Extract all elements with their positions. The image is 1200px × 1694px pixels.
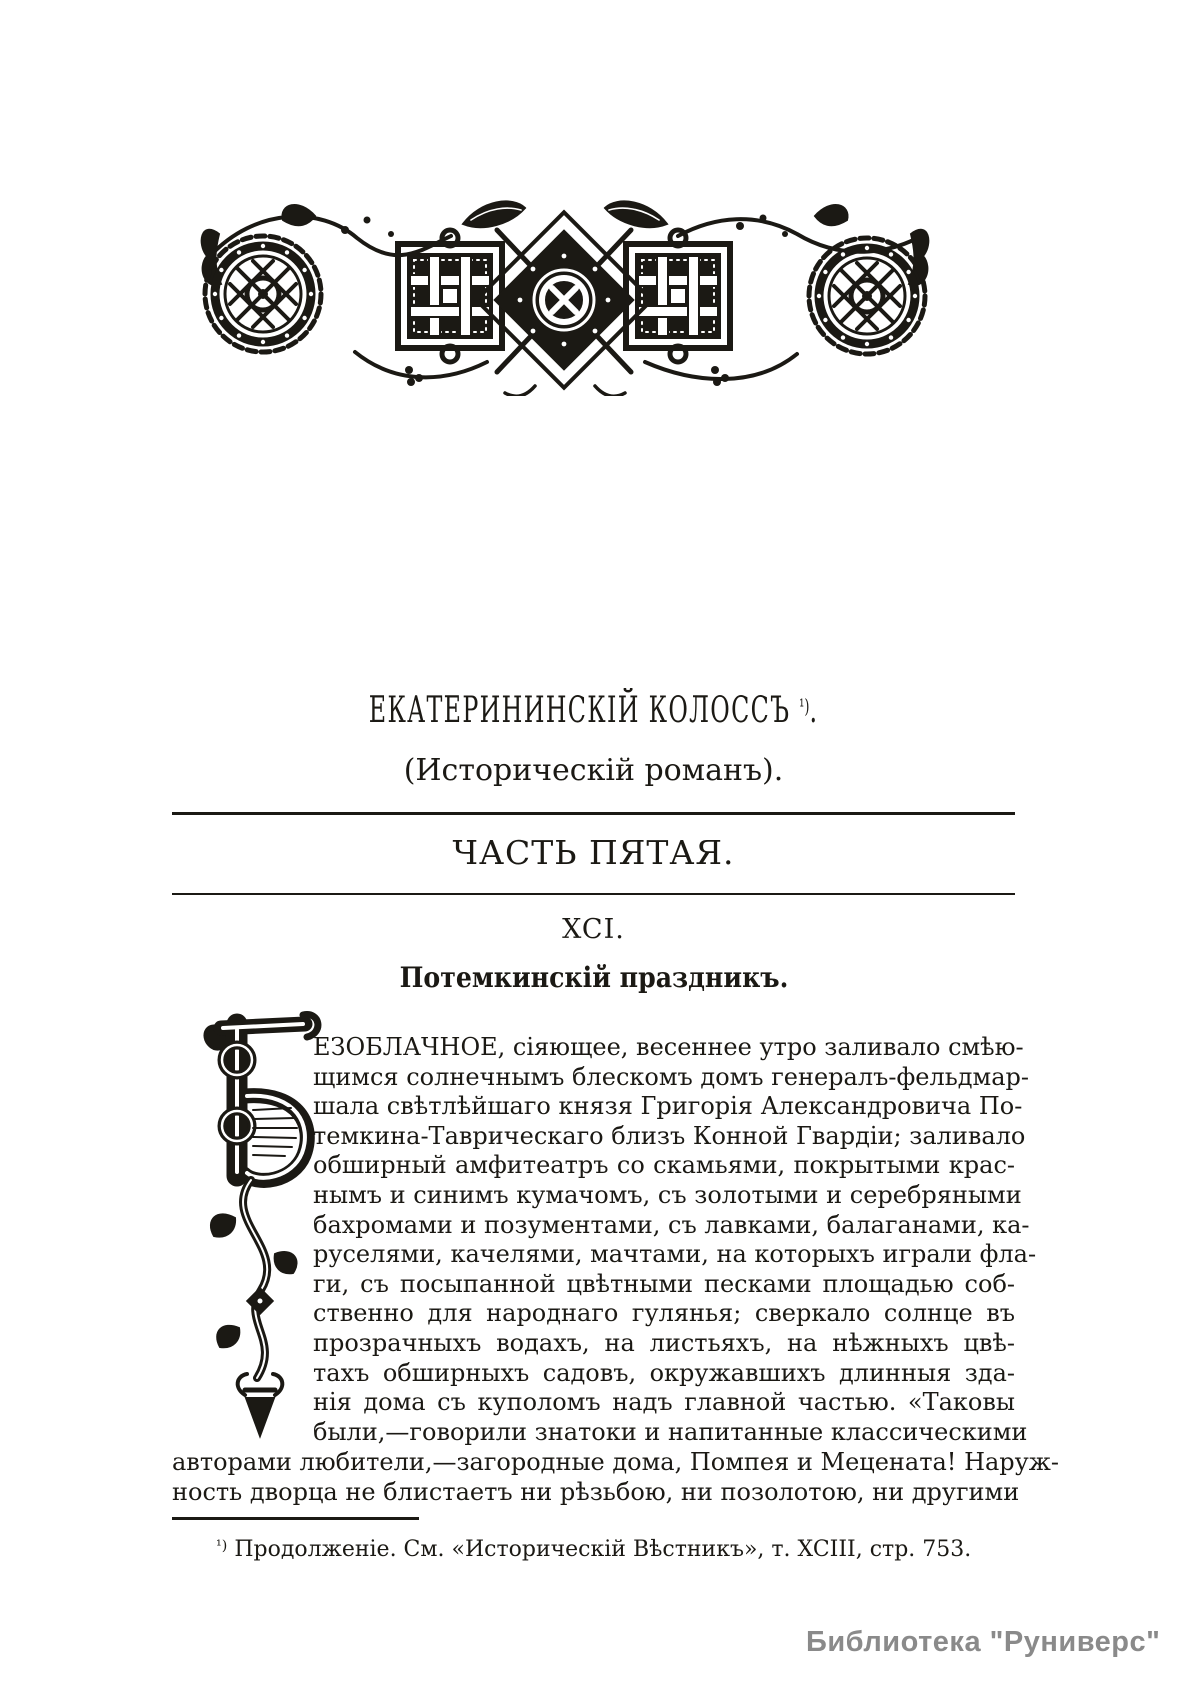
footnote-text: Продолженіе. См. «Историческій Вѣстникъ», т. XCIII, стр. 753.	[234, 1537, 972, 1562]
chapter-number: XCI.	[562, 914, 625, 945]
divider-rule	[172, 893, 1015, 895]
footnote-rule	[172, 1517, 419, 1520]
body-line: авторами любители,—загородные дома, Помпея и Мецената! Наруж-	[172, 1448, 1059, 1476]
title-text: ЕКАТЕРИНИНСКІЙ КОЛОССЪ	[368, 690, 791, 731]
body-line: шала свѣтлѣйшаго князя Григорія Александровича По-	[313, 1092, 1023, 1121]
body-line: ЕЗОБЛАЧНОЕ, сіяющее, весеннее утро заливало смѣю-	[313, 1033, 1024, 1061]
title-footnote-ref: ¹)	[799, 695, 810, 718]
chapter-title: Потемкинскій праздникъ.	[399, 961, 788, 994]
body-line: тахъ обширныхъ садовъ, окружавшихъ длинныя зда-	[313, 1358, 1015, 1387]
body-line: прозрачныхъ водахъ, на листьяхъ, на нѣжныхъ цвѣ-	[313, 1328, 1015, 1357]
drop-cap-initial-icon	[195, 998, 330, 1443]
subtitle: (Историческій романъ).	[403, 753, 784, 788]
body-line: нія дома съ куполомъ надъ главной частью. «Таковы	[313, 1388, 1015, 1417]
body-line: ность дворца не блистаетъ ни рѣзьбою, ни позолотою, ни другими	[172, 1477, 1020, 1506]
part-heading: ЧАСТЬ ПЯТАЯ.	[452, 833, 735, 872]
body-line: нымъ и синимъ кумачомъ, съ золотыми и серебряными	[313, 1180, 1022, 1209]
footnote-marker: ¹)	[216, 1538, 228, 1554]
body-line: обширный амфитеатръ со скамьями, покрытыми крас-	[313, 1151, 1015, 1180]
body-line: темкина-Таврическаго близъ Конной Гвардіи; заливало	[313, 1121, 1026, 1150]
page-title	[172, 690, 1015, 731]
footnote	[172, 1531, 1015, 1565]
divider-rule	[172, 812, 1015, 815]
body-line: руселями, качелями, мачтами, на которыхъ играли фла-	[313, 1240, 1037, 1269]
body-line: ственно для народнаго гулянья; сверкало солнце въ	[313, 1299, 1015, 1328]
title-period: .	[809, 690, 819, 731]
body-text-indented	[313, 1033, 1037, 1447]
library-watermark: Библиотека "Руниверс"	[806, 1626, 1161, 1658]
body-line: были,—говорили знатоки и напитанные классическими	[313, 1417, 1028, 1446]
body-line: бахромами и позументами, съ лавками, балаганами, ка-	[313, 1210, 1030, 1239]
body-line: щимся солнечнымъ блескомъ домъ генералъ-фельдмар-	[313, 1062, 1030, 1091]
body-text-full	[172, 1448, 1059, 1507]
body-line: ги, съ посыпанной цвѣтными песками площадью соб-	[313, 1269, 1015, 1298]
